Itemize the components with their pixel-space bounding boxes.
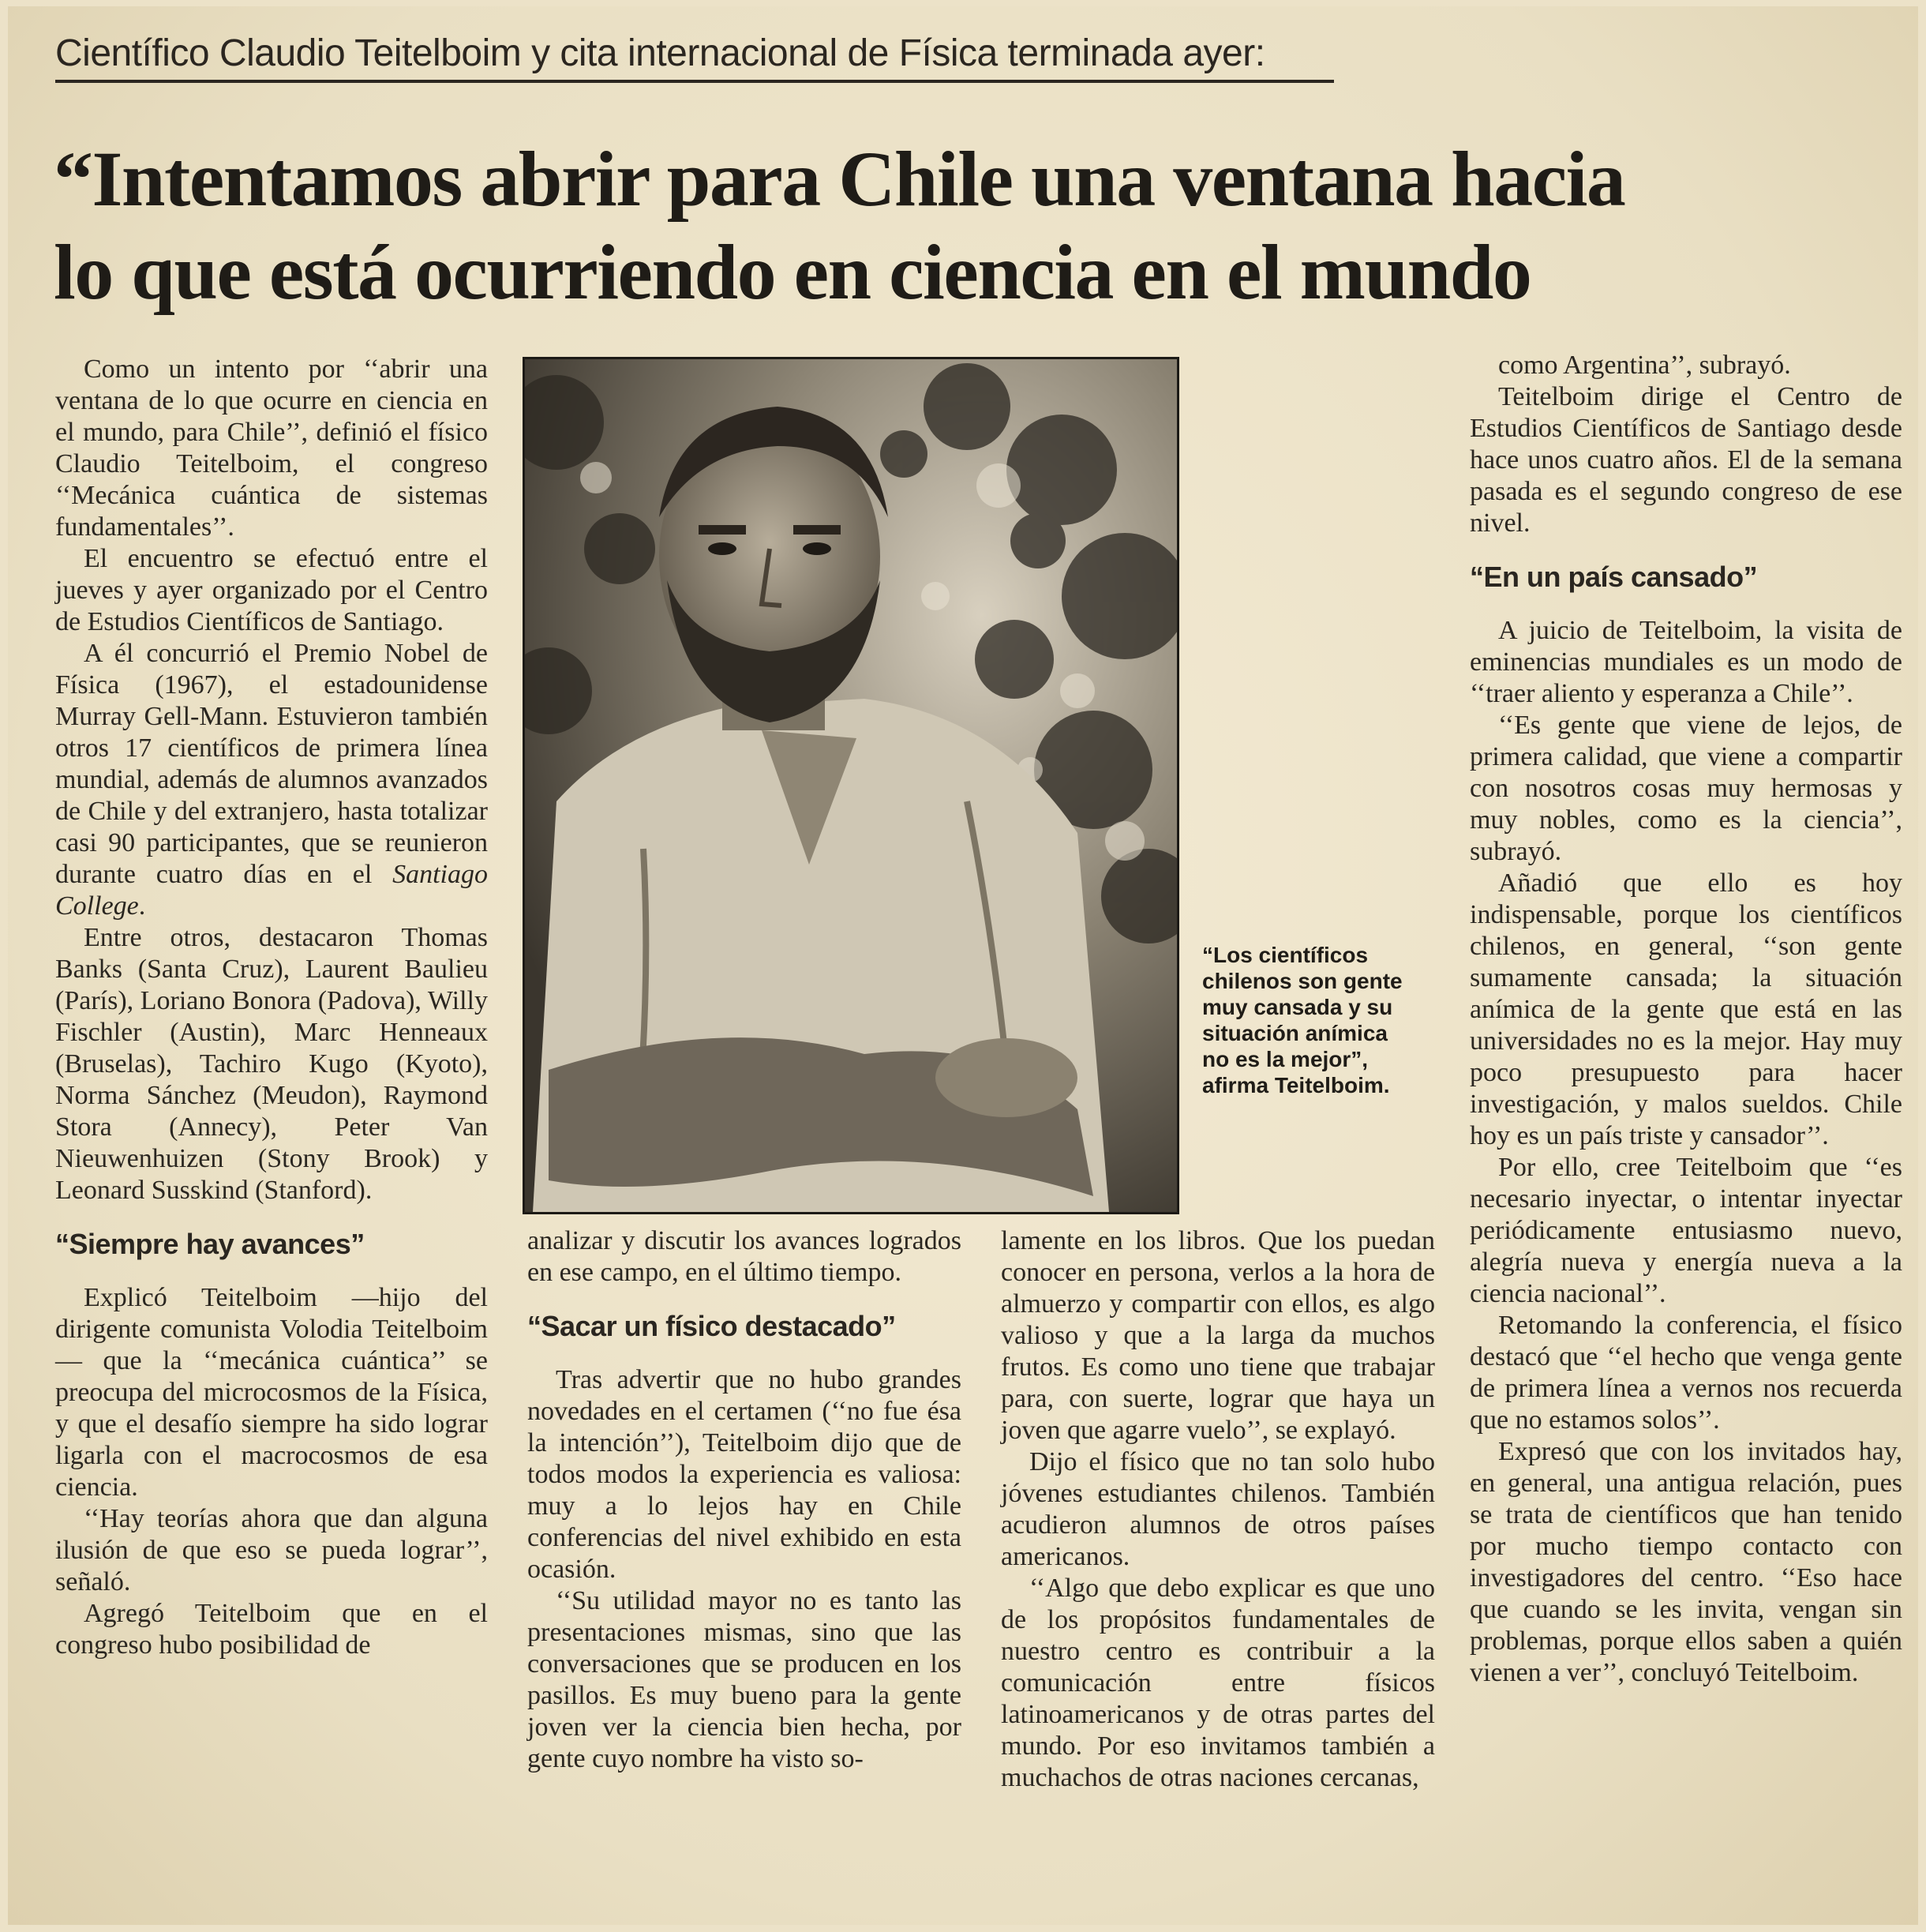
paragraph: Dijo el físico que no tan solo hubo jóvenes estudiantes chilenos. También acudieron alumnos de otros países americanos.: [1001, 1447, 1435, 1571]
subheading: “En un país cansado”: [1470, 561, 1758, 593]
paragraph: ‘‘Su utilidad mayor no es tanto las presentaciones mismas, sino que las conversaciones que se producen en los pasillos. Es muy bueno para la gente joven ver la ciencia bien hecha, por gente cuyo nombre ha visto so-: [527, 1586, 961, 1773]
paragraph-text: A él concurrió el Premio Nobel de Física (1967), el estadounidense Murray Gell-Mann. Estuvieron también otros 17 científicos de primera línea mundial, además de alumnos avanzados de Chile y del extranjero, hasta totalizar casi 90 participantes, que se reunieron durante cuatro días en el: [55, 639, 488, 889]
subheading: “Sacar un físico destacado”: [527, 1310, 896, 1342]
paragraph: ‘‘Es gente que viene de lejos, de primera calidad, que viene a compartir con nosotros cosas muy hermosas y muy nobles, como es la ciencia’’, subrayó.: [1470, 711, 1902, 866]
article-column-3: [1001, 1225, 1435, 1794]
paragraph: Tras advertir que no hubo grandes novedades en el certamen (‘‘no fue ésa la intención’’), Teitelboim dijo que de todos modos la experiencia es valiosa: muy a lo lejos hay en Chile conferencias del nivel exhibido en esta ocasión.: [527, 1365, 961, 1584]
paragraph: Teitelboim dirige el Centro de Estudios Científicos de Santiago desde hace unos cuatro años. El de la semana pasada es el segundo congreso de ese nivel.: [1470, 382, 1902, 538]
paragraph: ‘‘Algo que debo explicar es que uno de los propósitos fundamentales de nuestro centro es contribuir a la comunicación entre físicos latinoamericanos y de otras partes del mundo. Por eso invitamos también a muchachos de otras naciones cercanas,: [1001, 1574, 1435, 1792]
photo-caption: “Los científicos chilenos son gente muy cansada y su situación anímica no es la mejor”, afirma Teitelboim.: [1202, 943, 1403, 1097]
paragraph: Expresó que con los invitados hay, en general, una antigua relación, pues se trata de científicos que han tenido por mucho tiempo contacto con investigadores del centro. ‘‘Eso hace que cuando se les invita, vengan sin problemas, porque ellos saben a quién vienen a ver’’, concluyó Teitelboim.: [1470, 1437, 1902, 1687]
paragraph: A juicio de Teitelboim, la visita de eminencias mundiales es un modo de ‘‘traer aliento y esperanza a Chile’’.: [1470, 616, 1902, 708]
headline-line-1: “Intentamos abrir para Chile una ventana hacia: [54, 135, 1625, 223]
article-column-2: [527, 1225, 961, 1775]
portrait-illustration: [525, 359, 1177, 1212]
paragraph: Añadió que ello es hoy indispensable, porque los científicos chilenos, en general, ‘‘son gente sumamente cansada; la situación anímica de la gente que está en las universidades no es la mejor. Hay muy poco presupuesto para hacer investigación, y malos sueldos. Chile hoy es un país triste y cansador’’.: [1470, 868, 1902, 1150]
paragraph: Explicó Teitelboim —hijo del dirigente comunista Volodia Teitelboim— que la ‘‘mecánica cuántica’’ se preocupa del microcosmos de la Física, y que el desafío siempre ha sido lograr ligarla con el macrocosmos de esa ciencia.: [55, 1283, 488, 1502]
paragraph: ‘‘Hay teorías ahora que dan alguna ilusión de que eso se pueda lograr’’, señaló.: [55, 1504, 488, 1596]
paragraph: A él concurrió el Premio Nobel de Física (1967), el estadounidense Murray Gell-Mann. Estuvieron también otros 17 científicos de primera línea mundial, además de alumnos avanzados de Chile y del extranjero, hasta totalizar casi 90 participantes, que se reunieron durante cuatro días en el Santiago College.: [55, 639, 489, 921]
paragraph: analizar y discutir los avances logrados en ese campo, en el último tiempo.: [527, 1226, 961, 1287]
paragraph: Como un intento por ‘‘abrir una ventana de lo que ocurre en ciencia en el mundo, para Chile’’, definió el físico Claudio Teitelboim, el congreso ‘‘Mecánica cuántica de sistemas fundamentales’’.: [55, 355, 488, 542]
paragraph: lamente en los libros. Que los puedan conocer en persona, verlos a la hora de almuerzo y compartir con ellos, es algo valioso y que a la larga da muchos frutos. Es como uno tiene que trabajar para, con suerte, lograr que haya un joven que agarre vuelo’’, se explayó.: [1001, 1226, 1435, 1445]
main-headline: [54, 133, 1830, 319]
headline-line-2: lo que está ocurriendo en ciencia en el mundo: [54, 228, 1531, 316]
subheading: “Siempre hay avances”: [55, 1228, 365, 1260]
paragraph: como Argentina’’, subrayó.: [1498, 351, 1791, 380]
article-column-4: [1470, 350, 1902, 1689]
paragraph: Retomando la conferencia, el físico destacó que ‘‘el hecho que venga gente de primera línea a vernos nos recuerda que no estamos solos’’.: [1470, 1311, 1902, 1435]
paragraph: El encuentro se efectuó entre el jueves y ayer organizado por el Centro de Estudios Científicos de Santiago.: [55, 544, 488, 636]
italic-venue: Santiago College: [55, 860, 489, 921]
kicker-headline: Científico Claudio Teitelboim y cita internacional de Física terminada ayer:: [55, 32, 1334, 83]
paragraph: Por ello, cree Teitelboim que ‘‘es necesario inyectar, o intentar inyectar periódicamente entusiasmo nuevo, alegría nueva y energía nueva a la ciencia nacional’’.: [1470, 1153, 1902, 1308]
article-column-1: [55, 354, 488, 1661]
portrait-photo: [523, 357, 1179, 1214]
paragraph: Entre otros, destacaron Thomas Banks (Santa Cruz), Laurent Baulieu (París), Loriano Bonora (Padova), Willy Fischler (Austin), Marc Henneaux (Bruselas), Tachiro Kugo (Kyoto), Norma Sánchez (Meudon), Raymond Stora (Annecy), Peter Van Nieuwenhuizen (Stony Brook) y Leonard Susskind (Stanford).: [55, 923, 488, 1205]
paragraph: Agregó Teitelboim que en el congreso hubo posibilidad de: [55, 1599, 488, 1660]
